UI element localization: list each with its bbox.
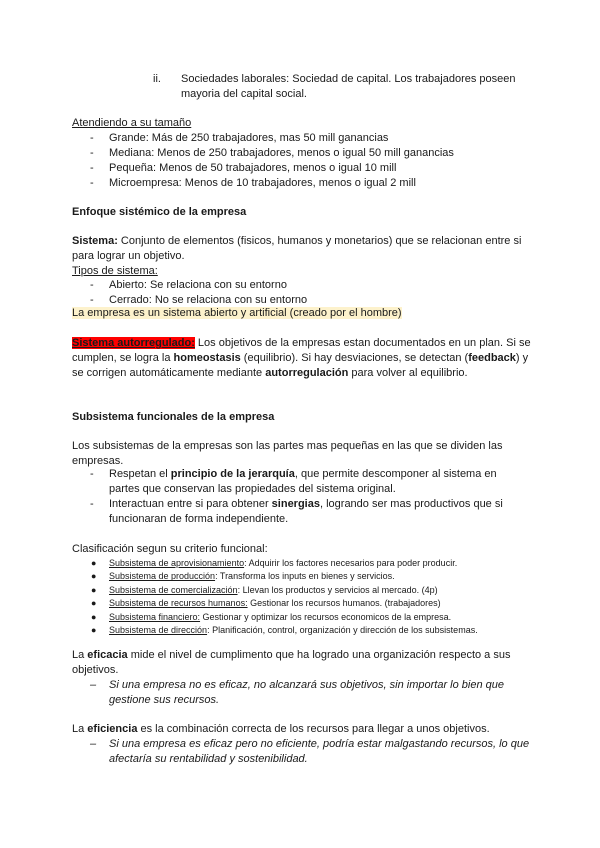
list-item: ● Subsistema de recursos humanos: Gestionar los recursos humanos. (trabajadores)	[91, 598, 441, 609]
list-item: - Microempresa: Menos de 10 trabajadores, menos o igual 2 mill	[90, 177, 416, 189]
tipos-list	[72, 278, 532, 308]
sistema-definition: Sistema: Conjunto de elementos (fisicos, humanos y monetarios) que se relacionan entre si para lograr un objetivo.	[72, 235, 522, 262]
list-item: ● Subsistema de dirección: Planificación, control, organización y dirección de los subsistemas.	[91, 625, 478, 636]
list-item: - Cerrado: No se relaciona con su entorno	[90, 294, 308, 306]
highlighted-statement: La empresa es un sistema abierto y artificial (creado por el hombre)	[72, 307, 402, 319]
list-item: ● Subsistema de comercialización: Llevan los productos y servicios al mercado. (4p)	[91, 584, 438, 595]
list-item: - Pequeña: Menos de 50 trabajadores, menos o igual 10 mill	[90, 162, 397, 174]
systemic-heading: Enfoque sistémico de la empresa	[72, 206, 247, 218]
tipos-heading: Tipos de sistema:	[72, 265, 158, 277]
list-item: - Abierto: Se relaciona con su entorno	[90, 279, 287, 291]
list-item: ● Subsistema de aprovisionamiento: Adquirir los factores necesarios para poder producir.	[91, 558, 458, 568]
subsystems-heading: Subsistema funcionales de la empresa	[72, 411, 275, 423]
list-item: - Respetan el principio de la jerarquía, que permite descomponer al sistema en partes que conservan las propiedades del sistema original.	[90, 468, 497, 495]
classification-heading: Clasificación segun su criterio funcional:	[72, 543, 268, 555]
list-item: – Si una empresa no es eficaz, no alcanzará sus objetivos, sin importar lo bien que gestione sus recursos.	[90, 679, 504, 706]
roman-numeral: ii.	[153, 73, 161, 85]
eficacia-paragraph: La eficacia mide el nivel de cumplimento que ha logrado una organización respecto a sus objetivos.	[72, 649, 511, 676]
list-item: - Interactuan entre si para obtener sinergias, logrando ser mas productivos que si funcionaran de forma independiente.	[90, 498, 503, 525]
autorregulado-label: Sistema autorregulado:	[72, 337, 195, 349]
list-item: ● Subsistema de producción: Transforma los inputs en bienes y servicios.	[91, 571, 395, 582]
list-item: - Grande: Más de 250 trabajadores, mas 50 mill ganancias	[90, 132, 389, 144]
sociedades-laborales-text: Sociedades laborales: Sociedad de capital. Los trabajadores poseen mayoria del capital social.	[181, 73, 516, 100]
eficiencia-note	[72, 737, 532, 767]
eficacia-note	[72, 678, 532, 708]
autorregulado-paragraph: Sistema autorregulado: Los objetivos de la empresas estan documentados en un plan. Si se cumplen, se logra la homeostasis (equilibrio). Si hay desviaciones, se detectan (feedback) y se corrigen automáticamente mediante autorregulación para volver al equilibrio.	[72, 337, 531, 379]
size-list	[72, 131, 532, 191]
list-item: – Si una empresa es eficaz pero no eficiente, podría estar malgastando recursos, lo que afectaría su rentabilidad y sostenibilidad.	[90, 738, 530, 765]
subsystems-list	[72, 467, 532, 527]
list-item: ● Subsistema financiero: Gestionar y optimizar los recursos economicos de la empresa.	[91, 611, 452, 622]
eficiencia-paragraph: La eficiencia es la combinación correcta de los recursos para llegar a unos objetivos.	[72, 723, 490, 735]
subsystems-intro: Los subsistemas de la empresas son las partes mas pequeñas en las que se dividen las empresas.	[72, 440, 503, 467]
size-heading: Atendiendo a su tamaño	[72, 117, 192, 129]
list-item: - Mediana: Menos de 250 trabajadores, menos o igual 50 mill ganancias	[90, 147, 454, 159]
classification-list	[72, 557, 532, 637]
